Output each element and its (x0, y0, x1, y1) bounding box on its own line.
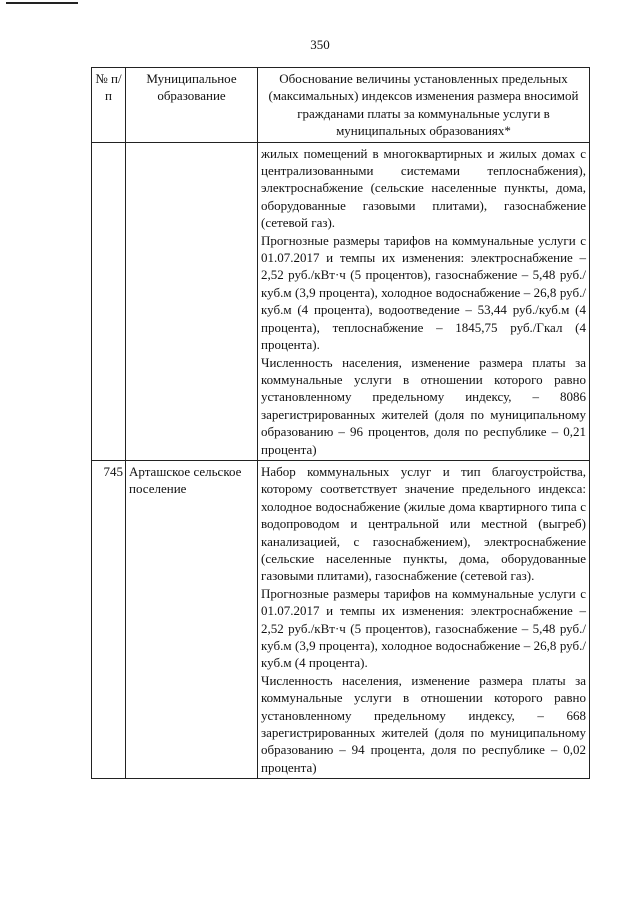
tariff-table (91, 67, 590, 779)
table-row (92, 460, 590, 778)
justification-paragraph: Прогнозные размеры тарифов на коммунальные услуги с 01.07.2017 и темпы их изменения: электроснабжение – 2,52 руб./кВт·ч (5 процентов), газоснабжение – 5,48 руб./куб.м (3,9 процента), холодное водоснабжение – 26,8 руб./куб.м (4 процента), водоотведение – 53,44 руб./куб.м (4 процента), теплоснабжение – 1845,75 руб./Гкал (4 процента). (261, 232, 586, 353)
row-municipality: Арташское сельское поселение (126, 460, 258, 778)
header-municipality: Муниципальное образование (126, 68, 258, 143)
header-justification: Обоснование величины установленных предельных (максимальных) индексов изменения размера вносимой гражданами платы за коммунальные услуги в муниципальных образованиях* (258, 68, 590, 143)
row-municipality (126, 142, 258, 460)
row-justification (258, 460, 590, 778)
justification-paragraph: жилых помещений в многоквартирных и жилых домах с централизованными системами теплоснабжения), электроснабжение (сельские населенные пункты, дома, оборудованные газовыми плитами), газоснабжение (сетевой газ). (261, 145, 586, 231)
table-header-row (92, 68, 590, 143)
header-num: № п/п (92, 68, 126, 143)
row-num (92, 142, 126, 460)
page-number: 350 (310, 37, 330, 52)
row-num: 745 (92, 460, 126, 778)
scan-edge-mark (6, 2, 78, 4)
table-row (92, 142, 590, 460)
justification-paragraph: Набор коммунальных услуг и тип благоустройства, которому соответствует значение предельного индекса: холодное водоснабжение (жилые дома квартирного типа с водопроводом и центральной или местной (выгреб) канализацией, с газоснабжением), электроснабжение (сельские населенные пункты, дома, оборудованные газовыми плитами), газоснабжение (сетевой газ). (261, 463, 586, 584)
row-justification (258, 142, 590, 460)
justification-paragraph: Прогнозные размеры тарифов на коммунальные услуги с 01.07.2017 и темпы их изменения: электроснабжение – 2,52 руб./кВт·ч (5 процентов), газоснабжение – 5,48 руб./куб.м (3,9 процента), холодное водоснабжение – 26,8 руб./куб.м (4 процента). (261, 585, 586, 671)
justification-paragraph: Численность населения, изменение размера платы за коммунальные услуги в отношении которого равно установленному предельному индексу, – 8086 зарегистрированных жителей (доля по муниципальному образованию – 96 процентов, доля по республике – 0,21 процента) (261, 354, 586, 457)
justification-paragraph: Численность населения, изменение размера платы за коммунальные услуги в отношении которого равно установленному предельному индексу, – 668 зарегистрированных жителей (доля по муниципальному образованию – 94 процента, доля по республике – 0,02 процента) (261, 672, 586, 775)
